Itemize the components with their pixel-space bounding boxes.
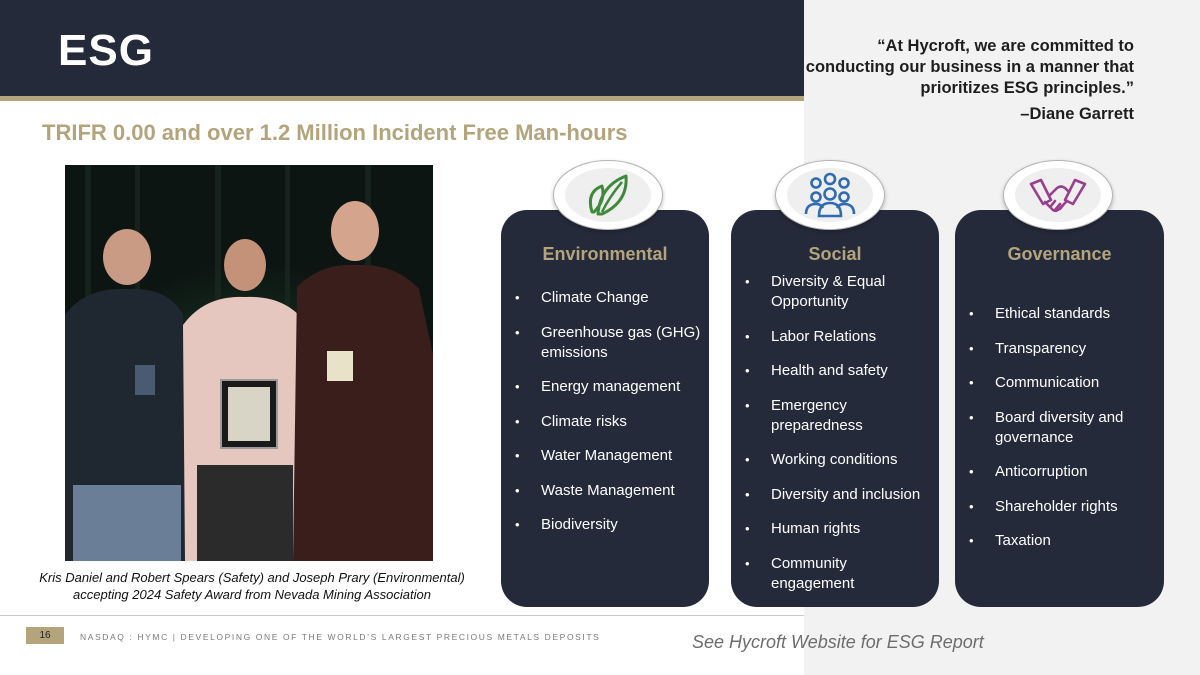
- governance-title: Governance: [1007, 244, 1112, 264]
- footer-divider: [0, 615, 804, 616]
- governance-icon-badge: [1003, 160, 1113, 230]
- list-item: • Transparency: [969, 339, 1156, 359]
- handshake-icon: [1029, 174, 1087, 216]
- header-divider: [0, 96, 804, 101]
- page-title: ESG: [58, 26, 154, 75]
- social-title: Social: [808, 244, 862, 264]
- list-item: • Community engagement: [745, 554, 931, 594]
- list-item: • Taxation: [969, 531, 1156, 551]
- list-item: • Energy management: [515, 377, 701, 397]
- list-item: • Anticorruption: [969, 462, 1156, 482]
- governance-card: [955, 210, 1164, 607]
- list-item: • Diversity & Equal Opportunity: [745, 272, 931, 312]
- list-item: • Diversity and inclusion: [745, 485, 931, 505]
- leaf-icon: [584, 172, 632, 218]
- list-item: • Communication: [969, 373, 1156, 393]
- page-number: 16: [26, 627, 64, 644]
- footer-tagline: NASDAQ : HYMC | DEVELOPING ONE OF THE WORLD’S LARGEST PRECIOUS METALS DEPOSITS: [80, 632, 601, 642]
- environmental-card: [501, 210, 709, 607]
- environmental-list: [515, 288, 701, 550]
- people-group-icon: [802, 172, 858, 218]
- social-list: [745, 272, 931, 608]
- list-item: • Waste Management: [515, 481, 701, 501]
- quote-author: –Diane Garrett: [1020, 105, 1134, 123]
- environmental-title: Environmental: [542, 244, 668, 264]
- social-icon-badge: [775, 160, 885, 230]
- quote-text: “At Hycroft, we are committed to conducting our business in a manner that prioritizes ESG principles.”: [805, 37, 1134, 97]
- list-item: • Climate Change: [515, 288, 701, 308]
- photo-caption-line-2: accepting 2024 Safety Award from Nevada Mining Association: [73, 587, 431, 602]
- list-item: • Board diversity and governance: [969, 408, 1156, 448]
- list-item: • Shareholder rights: [969, 497, 1156, 517]
- award-photo: [65, 165, 433, 561]
- photo-caption: [14, 569, 490, 603]
- list-item: • Ethical standards: [969, 304, 1156, 324]
- esg-report-note: See Hycroft Website for ESG Report: [692, 632, 984, 652]
- environmental-icon-badge: [553, 160, 663, 230]
- list-item: • Water Management: [515, 446, 701, 466]
- list-item: • Emergency preparedness: [745, 396, 931, 436]
- photo-caption-line-1: Kris Daniel and Robert Spears (Safety) and Joseph Prary (Environmental): [39, 570, 465, 585]
- list-item: • Biodiversity: [515, 515, 701, 535]
- list-item: • Climate risks: [515, 412, 701, 432]
- list-item: • Human rights: [745, 519, 931, 539]
- list-item: • Health and safety: [745, 361, 931, 381]
- list-item: • Greenhouse gas (GHG) emissions: [515, 323, 701, 363]
- list-item: • Labor Relations: [745, 327, 931, 347]
- safety-headline: TRIFR 0.00 and over 1.2 Million Incident Free Man-hours: [42, 120, 628, 145]
- list-item: • Working conditions: [745, 450, 931, 470]
- social-card: [731, 210, 939, 607]
- governance-list: [969, 304, 1156, 566]
